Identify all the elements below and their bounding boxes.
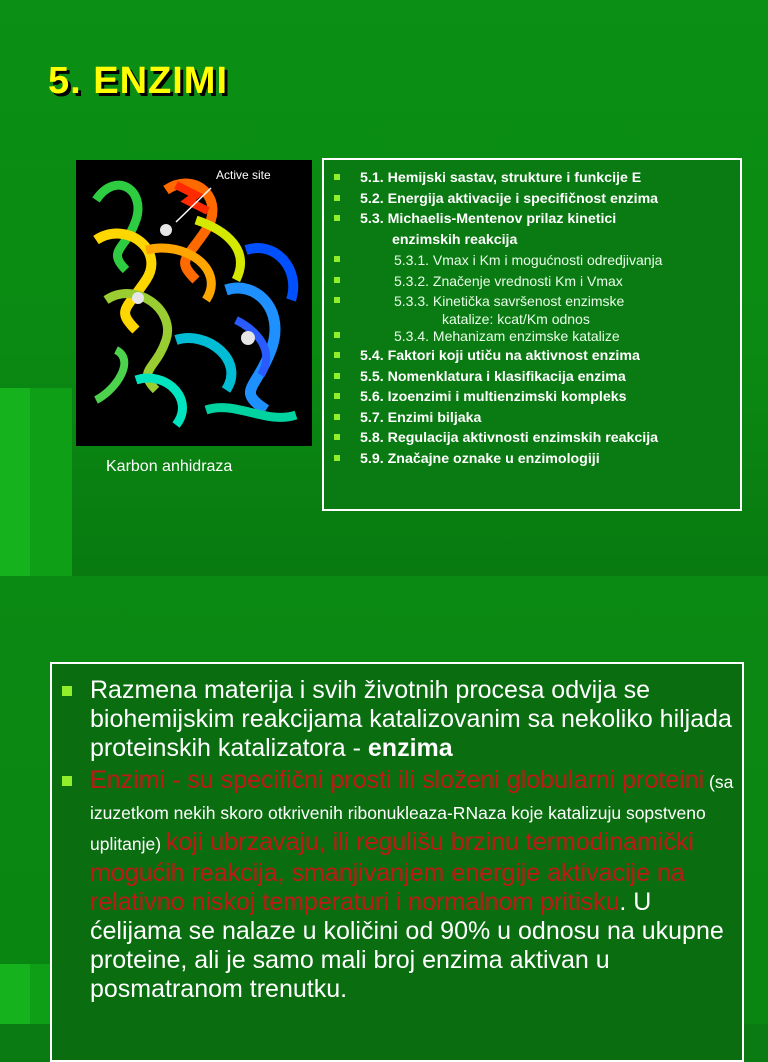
- enzyme-definition-highlight: Enzimi - su specifični prosti ili složeni globularni proteini: [90, 766, 705, 794]
- toc-item: [324, 168, 740, 189]
- bullet-icon: [334, 352, 340, 358]
- paragraph-2-note: (sa izuzetkom nekih skoro otkrivenih ribonukleaza-RNaza koje katalizuju sopstveno uplitanje): [90, 772, 734, 854]
- bullet-icon: [334, 215, 340, 221]
- table-of-contents: [322, 158, 742, 511]
- bullet-icon: [334, 373, 340, 379]
- toc-item: [324, 449, 740, 470]
- toc-item-text: 5.6. Izoenzimi i multienzimski kompleks: [360, 389, 627, 405]
- toc-item-text: 5.3.2. Značenje vrednosti Km i Vmax: [394, 272, 623, 289]
- paragraph-1-bold: enzima: [367, 734, 453, 762]
- protein-structure-image: [76, 160, 312, 446]
- toc-item: [324, 408, 740, 429]
- toc-subitem: [324, 271, 740, 292]
- decor-stripe: [0, 388, 30, 576]
- toc-item: [324, 346, 740, 367]
- toc-item-text: 5.5. Nomenklatura i klasifikacija enzima: [360, 368, 626, 385]
- toc-item-text: 5.7. Enzimi biljaka: [360, 409, 482, 426]
- bullet-icon: [334, 393, 340, 399]
- toc-item-text: 5.3.4. Mehanizam enzimske katalize: [394, 327, 620, 344]
- bullet-icon: [334, 256, 340, 262]
- bullet-icon: [334, 455, 340, 461]
- paragraph-2: [52, 766, 742, 1004]
- toc-subitem: [324, 326, 740, 347]
- toc-item-text: 5.9. Značajne oznake u enzimologiji: [360, 450, 600, 467]
- decor-stripe: [30, 388, 72, 576]
- toc-item: [324, 189, 740, 210]
- toc-item-text: 5.2. Energija aktivacije i specifičnost enzima: [360, 190, 659, 207]
- toc-item: [324, 428, 740, 449]
- bullet-icon: [334, 414, 340, 420]
- bullet-icon: [62, 776, 72, 786]
- bullet-icon: [62, 686, 72, 696]
- content-box: [50, 662, 744, 1062]
- toc-list: [324, 160, 740, 469]
- toc-item-text: 5.3.3. Kinetička savršenost enzimske: [394, 293, 625, 309]
- bullet-icon: [334, 434, 340, 440]
- active-site-label: Active site: [216, 168, 271, 182]
- toc-item-text-continued: katalize: kcat/Km odnos: [442, 310, 590, 327]
- paragraph-1-text: Razmena materija i svih životnih procesa odvija se biohemijskim reakcijama katalizovanim sa nekoliko hiljada proteinskih katalizatora -: [90, 676, 732, 762]
- paragraph-2-tail: . U ćelijama se nalaze u količini od 90% u odnosu na ukupne proteine, ali je samo mali broj enzima aktivan u posmatranom trenutku.: [90, 888, 724, 1003]
- bullet-icon: [334, 195, 340, 201]
- toc-subitem: [324, 250, 740, 271]
- bullet-icon: [334, 174, 340, 180]
- bullet-icon: [334, 297, 340, 303]
- slide-title: 5. ENZIMI: [48, 60, 229, 102]
- toc-item: [324, 387, 740, 408]
- toc-subitem: [324, 291, 740, 326]
- toc-item-text: 5.3. Michaelis-Mentenov prilaz kinetici: [360, 211, 617, 227]
- toc-item: [324, 209, 740, 250]
- toc-item-text: 5.1. Hemijski sastav, strukture i funkcije E: [360, 170, 642, 186]
- toc-item-text-continued: enzimskih reakcija: [392, 231, 518, 248]
- bullet-icon: [334, 277, 340, 283]
- paragraph-1: [52, 676, 742, 763]
- decor-stripe: [0, 964, 30, 1024]
- toc-item-text: 5.3.1. Vmax i Km i mogućnosti odredjivanja: [394, 252, 663, 268]
- enzyme-function-highlight: koji ubrzavaju, ili regulišu brzinu termodinamički mogućih reakcija, smanjivanjem energije aktivacije na relativno niskoj temperaturi i normalnom pritisku: [90, 828, 694, 916]
- toc-item: [324, 367, 740, 388]
- toc-item-text: 5.4. Faktori koji utiču na aktivnost enzima: [360, 348, 640, 364]
- bullet-icon: [334, 332, 340, 338]
- image-caption: Karbon anhidraza: [106, 458, 233, 475]
- toc-item-text: 5.8. Regulacija aktivnosti enzimskih reakcija: [360, 430, 659, 446]
